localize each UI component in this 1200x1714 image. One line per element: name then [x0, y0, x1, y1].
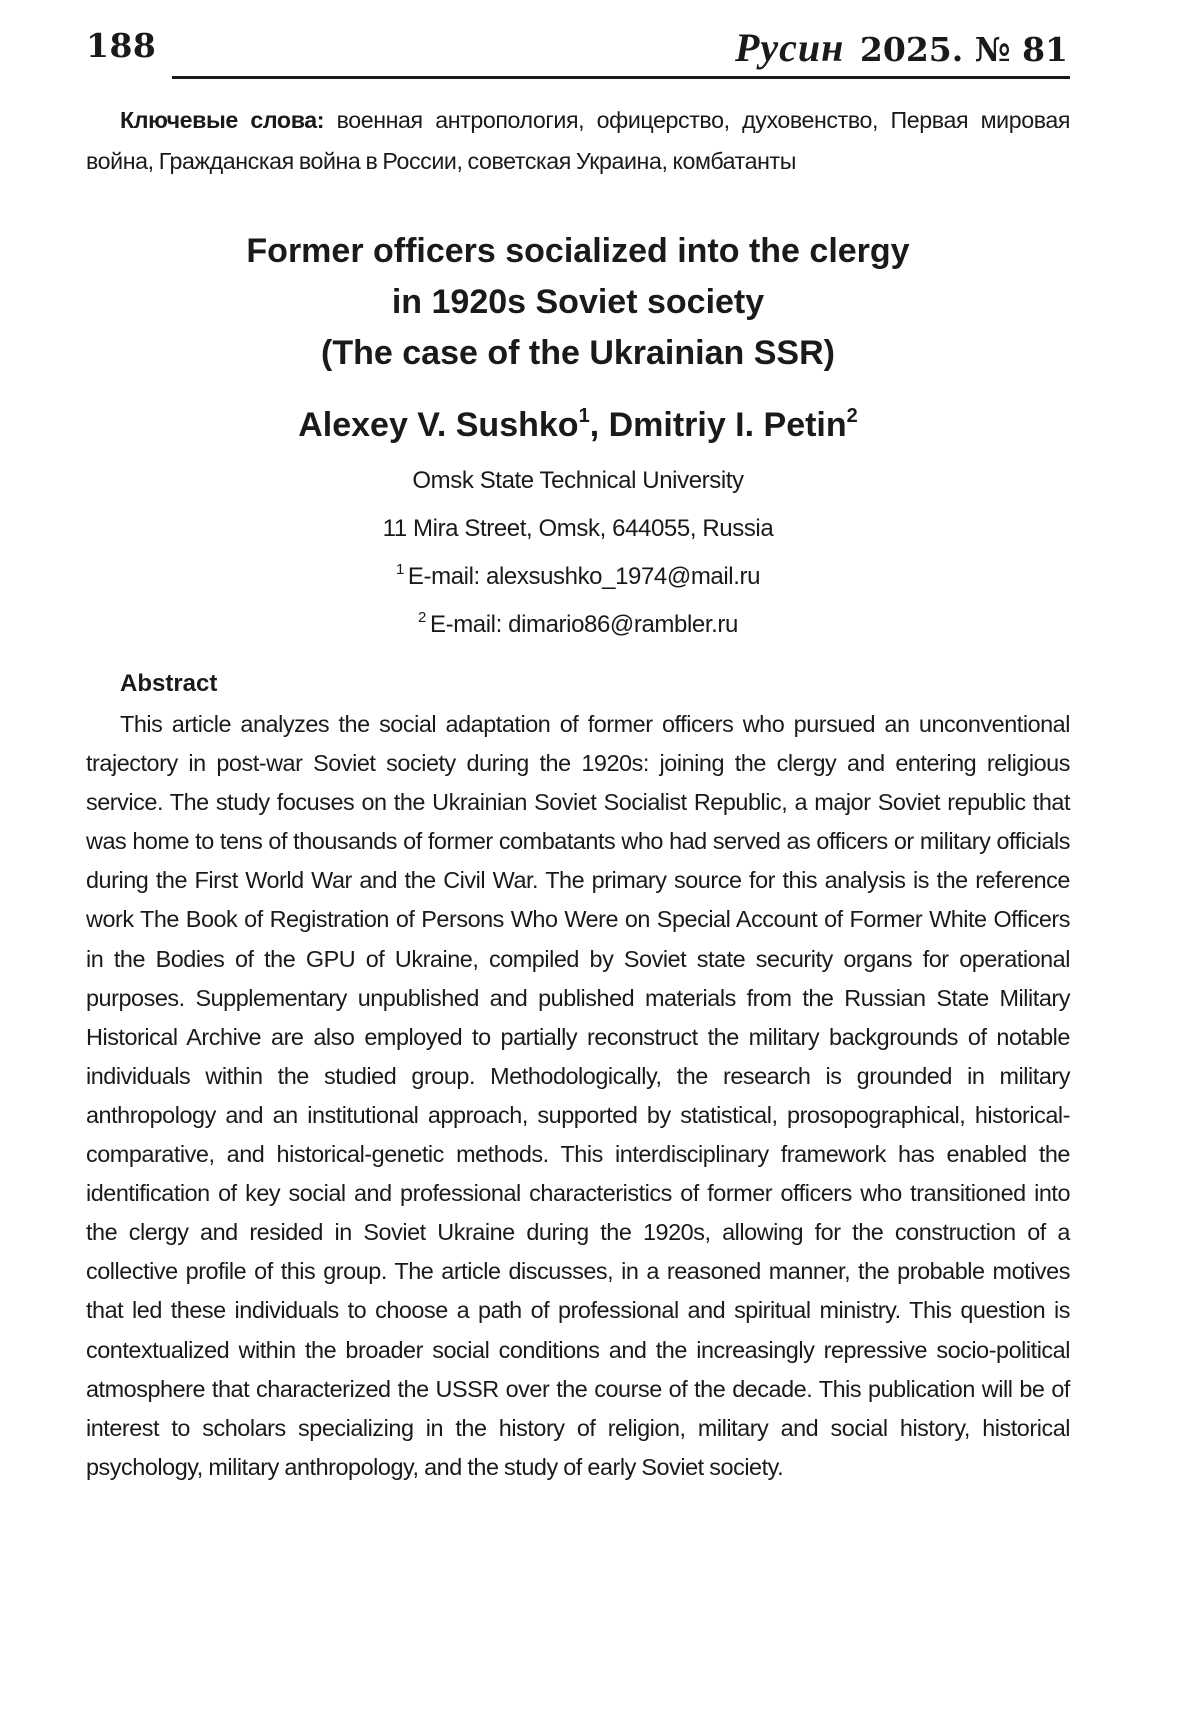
article-title [86, 226, 1070, 379]
authors [86, 403, 1070, 447]
keywords-label: Ключевые слова: [120, 107, 325, 133]
page-number: 188 [86, 26, 157, 65]
title-line-3: (The case of the Ukrainian SSR) [321, 334, 835, 372]
journal-title [735, 24, 1068, 71]
journal-page [86, 0, 1070, 1487]
journal-issue: 2025. № 81 [859, 30, 1068, 69]
keywords-text: военная антропология, офицерство, духовенство, Первая мировая война, Гражданская война в России, советская Украина, комбатанты [86, 107, 1071, 174]
email-2: E-mail: dimario86@rambler.ru [430, 611, 738, 638]
author-separator: , [589, 406, 609, 444]
author-1-mark: 1 [578, 405, 590, 427]
email-2-mark: 2 [418, 609, 426, 626]
keywords-paragraph [86, 100, 1070, 182]
running-head [86, 0, 1070, 82]
abstract-heading: Abstract [120, 670, 218, 697]
author-1: Alexey V. Sushko [298, 406, 579, 444]
author-2: Dmitriy I. Petin [608, 406, 847, 444]
journal-name: Русин [734, 25, 845, 70]
email-2-line [86, 601, 1070, 649]
title-line-2: in 1920s Soviet society [391, 283, 765, 321]
email-1-line [86, 553, 1070, 601]
institution: Omsk State Technical University [412, 467, 744, 494]
email-1-mark: 1 [395, 561, 404, 578]
header-rule [172, 76, 1070, 79]
abstract-text: This article analyzes the social adaptation of former officers who pursued an unconventional trajectory in post-war Soviet society during the 1920s: joining the clergy and entering religious service. The study focuses on the Ukrainian Soviet Socialist Republic, a major Soviet republic that was home to tens of thousands of former combatants who had served as officers or military officials during the First World War and the Civil War. The primary source for this analysis is the reference work The Book of Registration of Persons Who Were on Special Account of Former White Officers in the Bodies of the GPU of Ukraine, compiled by Soviet state security organs for operational purposes. Supplementary unpublished and published materials from the Russian State Military Historical Archive are also employed to partially reconstruct the military backgrounds of notable individuals within the studied group. Methodologically, the research is grounded in military anthropology and an institutional approach, supported by statistical, prosopographical, historical-comparative, and historical-genetic methods. This interdisciplinary framework has enabled the identification of key social and professional characteristics of former officers who transitioned into the clergy and resided in Soviet Ukraine during the 1920s, allowing for the construction of a collective profile of this group. The article discusses, in a reasoned manner, the probable motives that led these individuals to choose a path of professional and spiritual ministry. This question is contextualized within the broader social conditions and the increasingly repressive socio-political atmosphere that characterized the USSR over the course of the decade. This publication will be of interest to scholars specializing in the history of religion, military and social history, historical psychology, military anthropology, and the study of early Soviet society. [86, 711, 1070, 1480]
affiliation [86, 457, 1070, 649]
address: 11 Mira Street, Omsk, 644055, Russia [382, 515, 774, 542]
author-2-mark: 2 [846, 405, 858, 427]
email-1: E-mail: alexsushko_1974@mail.ru [407, 563, 761, 590]
title-line-1: Former officers socialized into the clergy [246, 232, 910, 270]
